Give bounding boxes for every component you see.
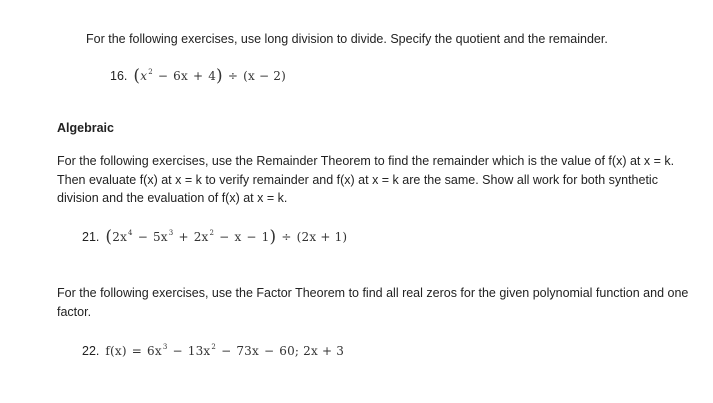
term: x bbox=[234, 230, 242, 244]
minus-sign: − bbox=[263, 344, 275, 358]
exponent: 2 bbox=[211, 343, 217, 351]
minus-sign: − bbox=[172, 344, 183, 358]
term: 5x bbox=[152, 230, 168, 244]
function-name: f(x) bbox=[105, 344, 127, 358]
plus-sign: + bbox=[192, 69, 204, 83]
exercise-21 bbox=[82, 227, 347, 247]
exercise-22 bbox=[82, 343, 344, 358]
intro-instructions: For the following exercises, use long division to divide. Specify the quotient and the remainder. bbox=[86, 32, 608, 46]
minus-sign: − bbox=[157, 69, 169, 83]
divisor: (x − 2) bbox=[243, 69, 287, 83]
exercise-21-expression bbox=[105, 227, 347, 247]
minus-sign: − bbox=[221, 344, 232, 358]
exponent: 3 bbox=[162, 343, 168, 351]
divide-sign: ÷ bbox=[227, 69, 239, 83]
exponent: 2 bbox=[209, 229, 215, 237]
term: 60; 2x + 3 bbox=[279, 344, 345, 358]
minus-sign: − bbox=[246, 230, 257, 244]
remainder-theorem-instructions: For the following exercises, use the Remainder Theorem to find the remainder which is the value of f(x) at x = k. Then evaluate f(x) at x = k to verify remainder and f(x) at x = k are the same. Show all work for both synthetic division and the evaluation of f(x) at x = k. bbox=[57, 154, 675, 205]
left-paren: ( bbox=[133, 66, 141, 86]
divide-sign: ÷ bbox=[281, 230, 292, 244]
minus-sign: − bbox=[219, 230, 230, 244]
plus-sign: + bbox=[178, 230, 189, 244]
exercise-16 bbox=[110, 66, 286, 86]
exercise-number: 22. bbox=[82, 343, 100, 358]
constant: 4 bbox=[208, 69, 217, 83]
exponent: 3 bbox=[168, 229, 174, 237]
term: 2x bbox=[193, 230, 209, 244]
exercise-22-expression bbox=[105, 343, 344, 358]
divisor: (2x + 1) bbox=[296, 230, 348, 244]
term: 6x bbox=[173, 69, 188, 83]
var-x: x bbox=[140, 69, 148, 83]
equals-sign: = bbox=[131, 344, 143, 358]
factor-theorem-instructions: For the following exercises, use the Factor Theorem to find all real zeros for the given polynomial function and one factor. bbox=[57, 286, 689, 319]
right-paren: ) bbox=[269, 227, 277, 247]
exponent: 4 bbox=[128, 229, 133, 237]
term: 13x bbox=[187, 344, 211, 358]
right-paren: ) bbox=[216, 66, 223, 86]
left-paren: ( bbox=[105, 227, 113, 247]
exercise-number: 21. bbox=[82, 230, 100, 244]
minus-sign: − bbox=[137, 230, 148, 244]
exponent: 2 bbox=[148, 68, 153, 76]
exercise-16-expression bbox=[133, 66, 286, 86]
term: 2x bbox=[112, 230, 128, 244]
exercise-number: 16. bbox=[110, 69, 128, 83]
term: 6x bbox=[147, 344, 162, 358]
constant: 1 bbox=[261, 230, 270, 244]
term: 73x bbox=[236, 344, 259, 358]
section-heading: Algebraic bbox=[57, 121, 114, 135]
